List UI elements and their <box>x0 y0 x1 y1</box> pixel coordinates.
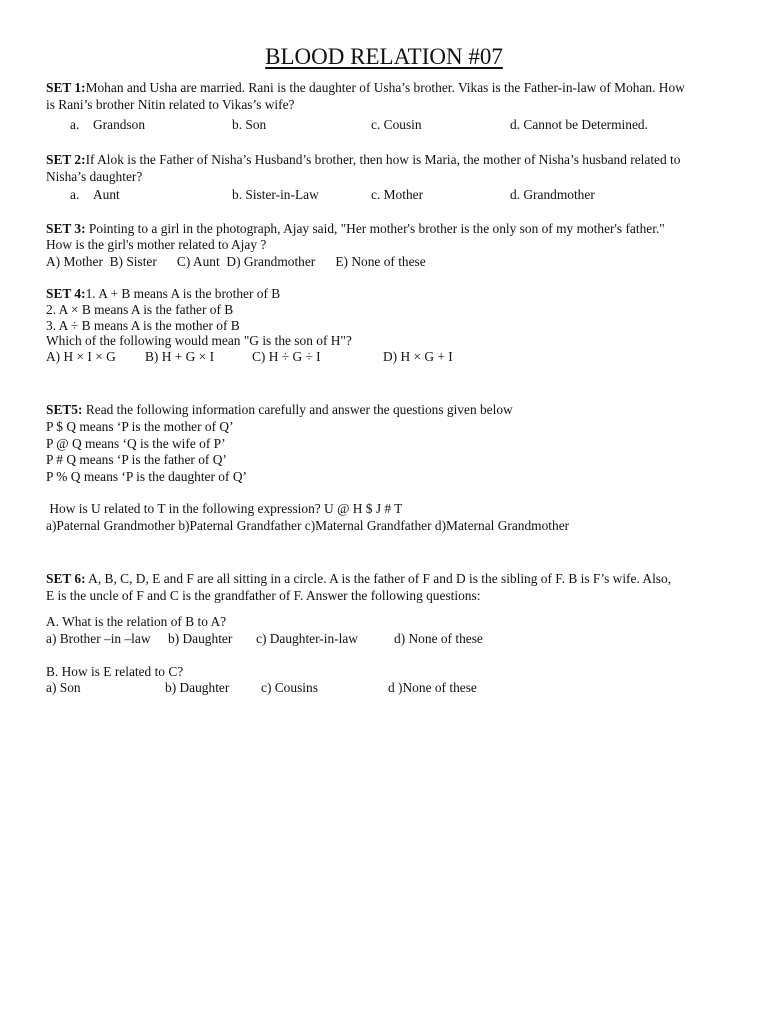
set1-option-c: c. Cousin <box>371 117 422 132</box>
set2-line2: Nisha’s daughter? <box>46 169 143 184</box>
set6-question-a-option-c: c) Daughter-in-law <box>256 631 358 646</box>
set2-line1 <box>46 152 680 168</box>
set3-text-1: Pointing to a girl in the photograph, Ajay said, "Her mother's brother is the only son of my mother's father." <box>85 221 665 236</box>
set5-definition-1: P $ Q means ‘P is the mother of Q’ <box>46 419 234 434</box>
set4-text-1: 1. A + B means A is the brother of B <box>85 286 281 301</box>
set1-option-a-marker: a. <box>70 117 80 132</box>
set1-line1 <box>46 80 685 96</box>
set4-option-c: C) H ÷ G ÷ I <box>252 349 321 364</box>
set5-question: How is U related to T in the following expression? U @ H $ J # T <box>46 501 403 516</box>
set6-question-a-option-a: a) Brother –in –law <box>46 631 151 646</box>
set6-line1 <box>46 571 671 587</box>
set1-text-1: Mohan and Usha are married. Rani is the daughter of Usha’s brother. Vikas is the Father-in-law of Mohan. How <box>85 80 685 95</box>
set4-line3: 3. A ÷ B means A is the mother of B <box>46 318 240 333</box>
set5-options: a)Paternal Grandmother b)Paternal Grandfather c)Maternal Grandfather d)Maternal Grandmother <box>46 518 570 533</box>
set6-question-b-option-b: b) Daughter <box>165 680 230 695</box>
set4-label: SET 4: <box>46 286 86 301</box>
set4-line1 <box>46 286 280 302</box>
set2-option-b: b. Sister-in-Law <box>232 187 319 202</box>
set5-definition-2: P @ Q means ‘Q is the wife of P’ <box>46 436 226 451</box>
set6-text-1: A, B, C, D, E and F are all sitting in a circle. A is the father of F and D is the sibling of F. B is F’s wife. Also, <box>85 571 672 586</box>
set3-label: SET 3: <box>46 221 86 236</box>
set2-option-d: d. Grandmother <box>510 187 595 202</box>
set5-definition-3: P # Q means ‘P is the father of Q’ <box>46 452 227 467</box>
set2-option-a: Aunt <box>93 187 120 202</box>
page-title: BLOOD RELATION #07 <box>265 44 503 69</box>
set4-option-d: D) H × G + I <box>383 349 453 364</box>
set1-option-b: b. Son <box>232 117 267 132</box>
set1-label: SET 1: <box>46 80 86 95</box>
set5-intro: Read the following information carefully and answer the questions given below <box>82 402 513 417</box>
set4-line4: Which of the following would mean "G is the son of H"? <box>46 333 352 348</box>
set6-question-a-option-b: b) Daughter <box>168 631 233 646</box>
set5-label: SET5: <box>46 402 83 417</box>
set4-option-a: A) H × I × G <box>46 349 116 364</box>
set3-line1 <box>46 221 665 237</box>
set2-option-c: c. Mother <box>371 187 424 202</box>
set6-line2: E is the uncle of F and C is the grandfather of F. Answer the following questions: <box>46 588 481 603</box>
set6-question-b-option-d: d )None of these <box>388 680 477 695</box>
set6-question-a: A. What is the relation of B to A? <box>46 614 227 629</box>
set4-line2: 2. A × B means A is the father of B <box>46 302 234 317</box>
set3-line2: How is the girl's mother related to Ajay ? <box>46 237 267 252</box>
set3-options: A) Mother B) Sister C) Aunt D) Grandmother E) None of these <box>46 254 426 269</box>
set2-label: SET 2: <box>46 152 86 167</box>
set2-text-1: If Alok is the Father of Nisha’s Husband’s brother, then how is Maria, the mother of Nisha’s husband related to <box>85 152 681 167</box>
set6-label: SET 6: <box>46 571 86 586</box>
set5-definition-4: P % Q means ‘P is the daughter of Q’ <box>46 469 247 484</box>
set4-option-b: B) H + G × I <box>145 349 215 364</box>
set1-option-a: Grandson <box>93 117 146 132</box>
set1-line2: is Rani’s brother Nitin related to Vikas’s wife? <box>46 97 295 112</box>
set2-option-a-marker: a. <box>70 187 80 202</box>
set6-question-a-option-d: d) None of these <box>394 631 483 646</box>
set6-question-b-option-a: a) Son <box>46 680 81 695</box>
set6-question-b-option-c: c) Cousins <box>261 680 318 695</box>
set1-option-d: d. Cannot be Determined. <box>510 117 648 132</box>
set5-intro-line <box>46 402 513 418</box>
set6-question-b: B. How is E related to C? <box>46 664 184 679</box>
